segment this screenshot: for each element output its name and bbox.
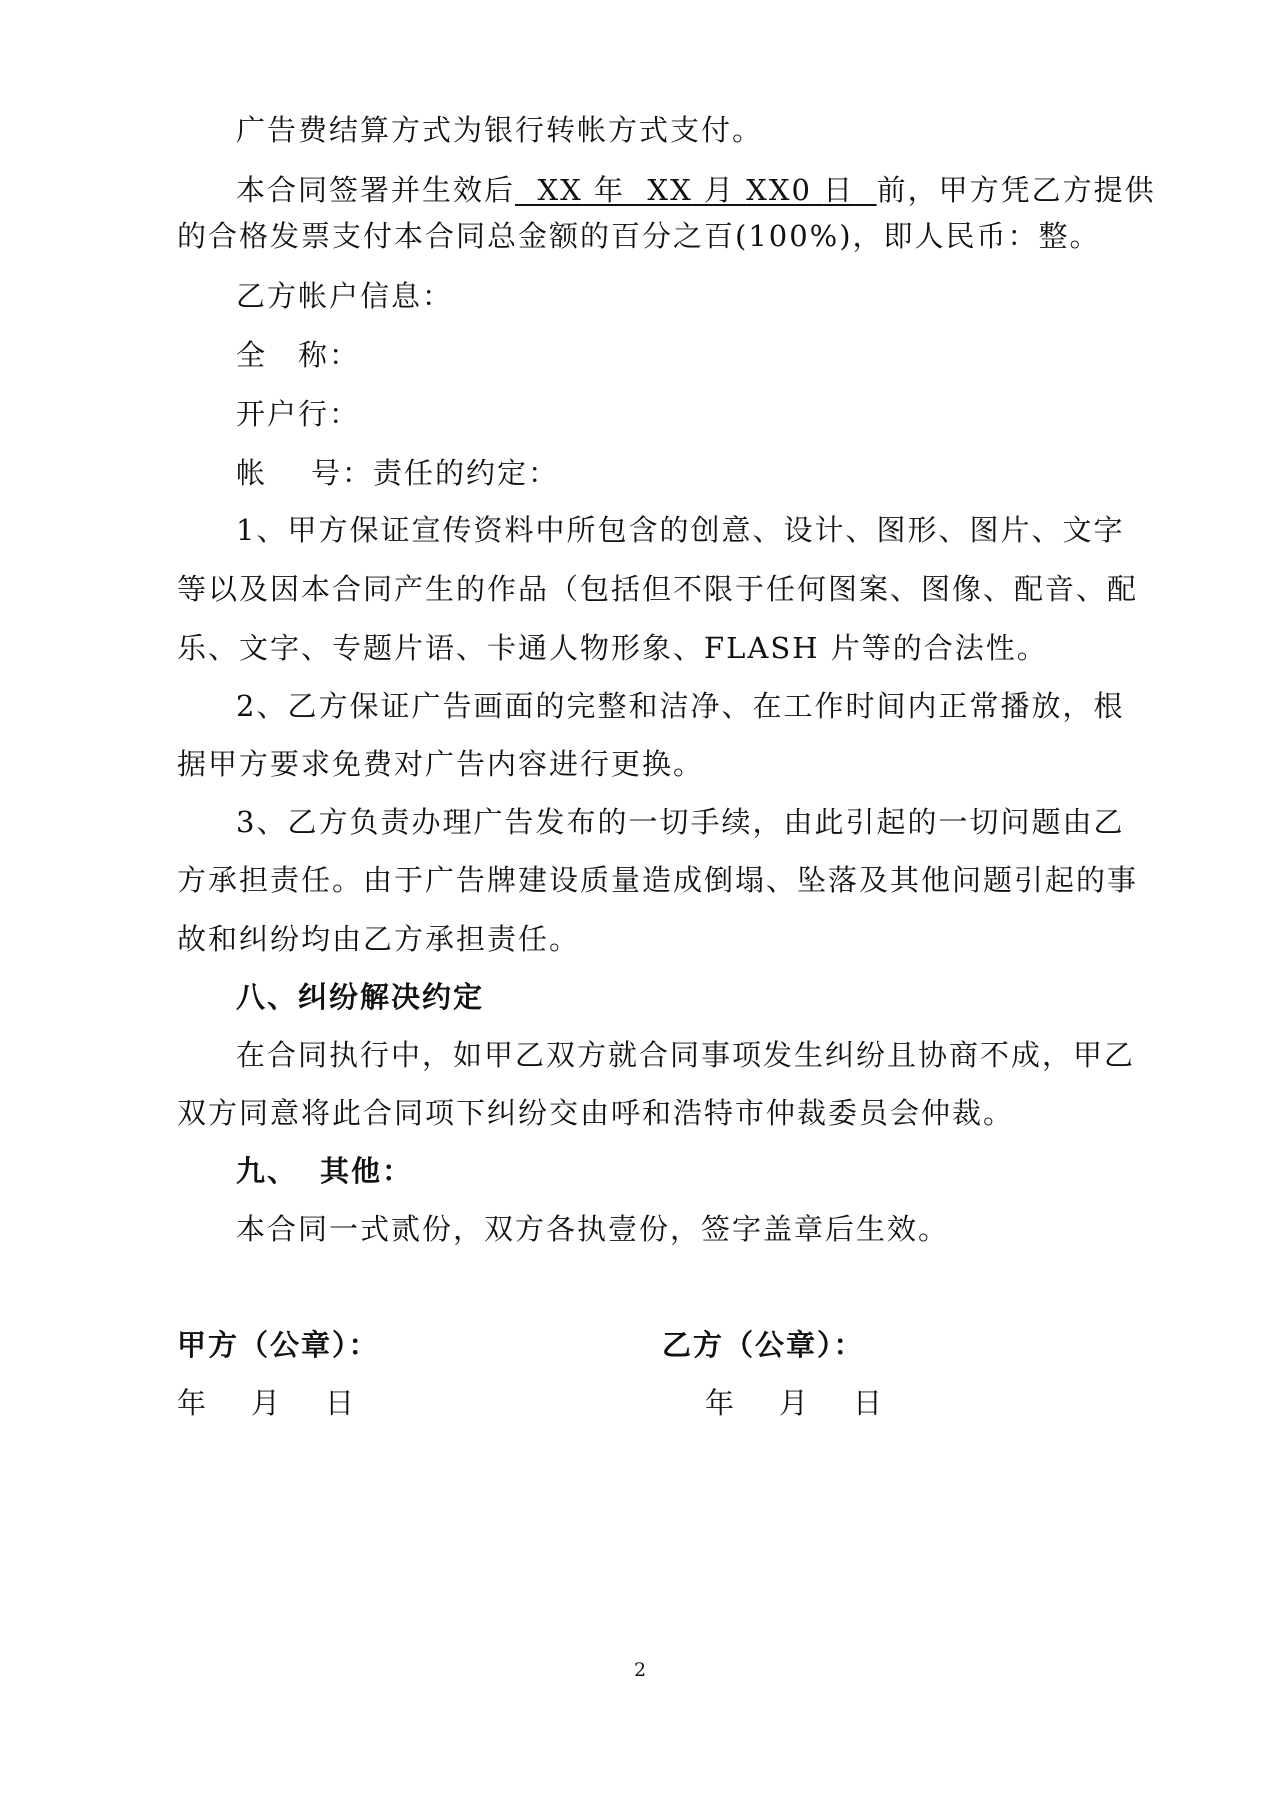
account-info-heading: 乙方帐户信息： [236, 279, 454, 313]
party-b-seal-label: 乙方（公章）： [662, 1328, 865, 1362]
bank-label: 开户行： [236, 397, 361, 431]
party-b-date-month: 月 [779, 1386, 809, 1420]
responsibility-heading: 责任的约定： [373, 456, 560, 490]
responsibility-item-1-line-1: 1、甲方保证宣传资料中所包含的创意、设计、图形、图片、文字 [236, 513, 1125, 547]
deadline-year-value: XX [537, 173, 583, 207]
deadline-month-value: XX [647, 173, 693, 207]
page-number: 2 [633, 1659, 647, 1681]
responsibility-item-3-line-1: 3、乙方负责办理广告发布的一切手续，由此引起的一切问题由乙 [236, 805, 1125, 839]
party-b-date-day: 日 [853, 1386, 883, 1420]
payment-clause-line-1 [236, 173, 1156, 207]
responsibility-item-2-line-1: 2、乙方保证广告画面的完整和洁净、在工作时间内正常播放，根 [236, 689, 1125, 723]
account-number-line [236, 456, 1112, 490]
party-b-date-year: 年 [705, 1386, 735, 1420]
payment-deadline-date [515, 173, 877, 207]
payment-clause-prefix: 本合同签署并生效后 [236, 173, 516, 207]
party-a-date-day: 日 [325, 1386, 355, 1420]
party-a-date-month: 月 [251, 1386, 281, 1420]
party-a-seal-label: 甲方（公章）： [177, 1328, 380, 1362]
dispute-line-1: 在合同执行中，如甲乙双方就合同事项发生纠纷且协商不成，甲乙 [236, 1038, 1136, 1072]
full-name-label: 全 称： [236, 338, 361, 372]
responsibility-item-3-line-3: 故和纠纷均由乙方承担责任。 [177, 922, 581, 956]
account-label-part1: 帐 [236, 456, 268, 490]
other-heading [236, 1154, 1112, 1188]
deadline-day-value: XX0 [746, 173, 812, 207]
responsibility-item-2-line-2: 据甲方要求免费对广告内容进行更换。 [177, 747, 705, 781]
other-heading-text: 其他： [320, 1154, 414, 1188]
payment-clause-line-2: 的合格发票支付本合同总金额的百分之百(100%)，即人民币：整。 [177, 219, 1101, 253]
deadline-day-label: 日 [823, 173, 855, 207]
party-a-date-year: 年 [177, 1386, 207, 1420]
deadline-year-label: 年 [593, 173, 625, 207]
responsibility-item-3-line-2: 方承担责任。由于广告牌建设质量造成倒塌、坠落及其他问题引起的事 [177, 863, 1139, 897]
responsibility-item-1-line-2: 等以及因本合同产生的作品（包括但不限于任何图案、图像、配音、配 [177, 572, 1139, 606]
dispute-line-2: 双方同意将此合同项下纠纷交由呼和浩特市仲裁委员会仲裁。 [177, 1096, 1015, 1130]
payment-clause-suffix: 前，甲方凭乙方提供 [876, 173, 1156, 207]
payment-method-line: 广告费结算方式为银行转帐方式支付。 [236, 113, 764, 147]
account-label-part2: 号： [311, 456, 374, 490]
dispute-heading: 八、纠纷解决约定 [236, 980, 485, 1014]
deadline-month-label: 月 [703, 173, 735, 207]
other-heading-number: 九、 [236, 1154, 299, 1188]
responsibility-item-1-line-3: 乐、文字、专题片语、卡通人物形象、FLASH 片等的合法性。 [177, 631, 1048, 665]
other-line-1: 本合同一式贰份，双方各执壹份，签字盖章后生效。 [236, 1212, 950, 1246]
